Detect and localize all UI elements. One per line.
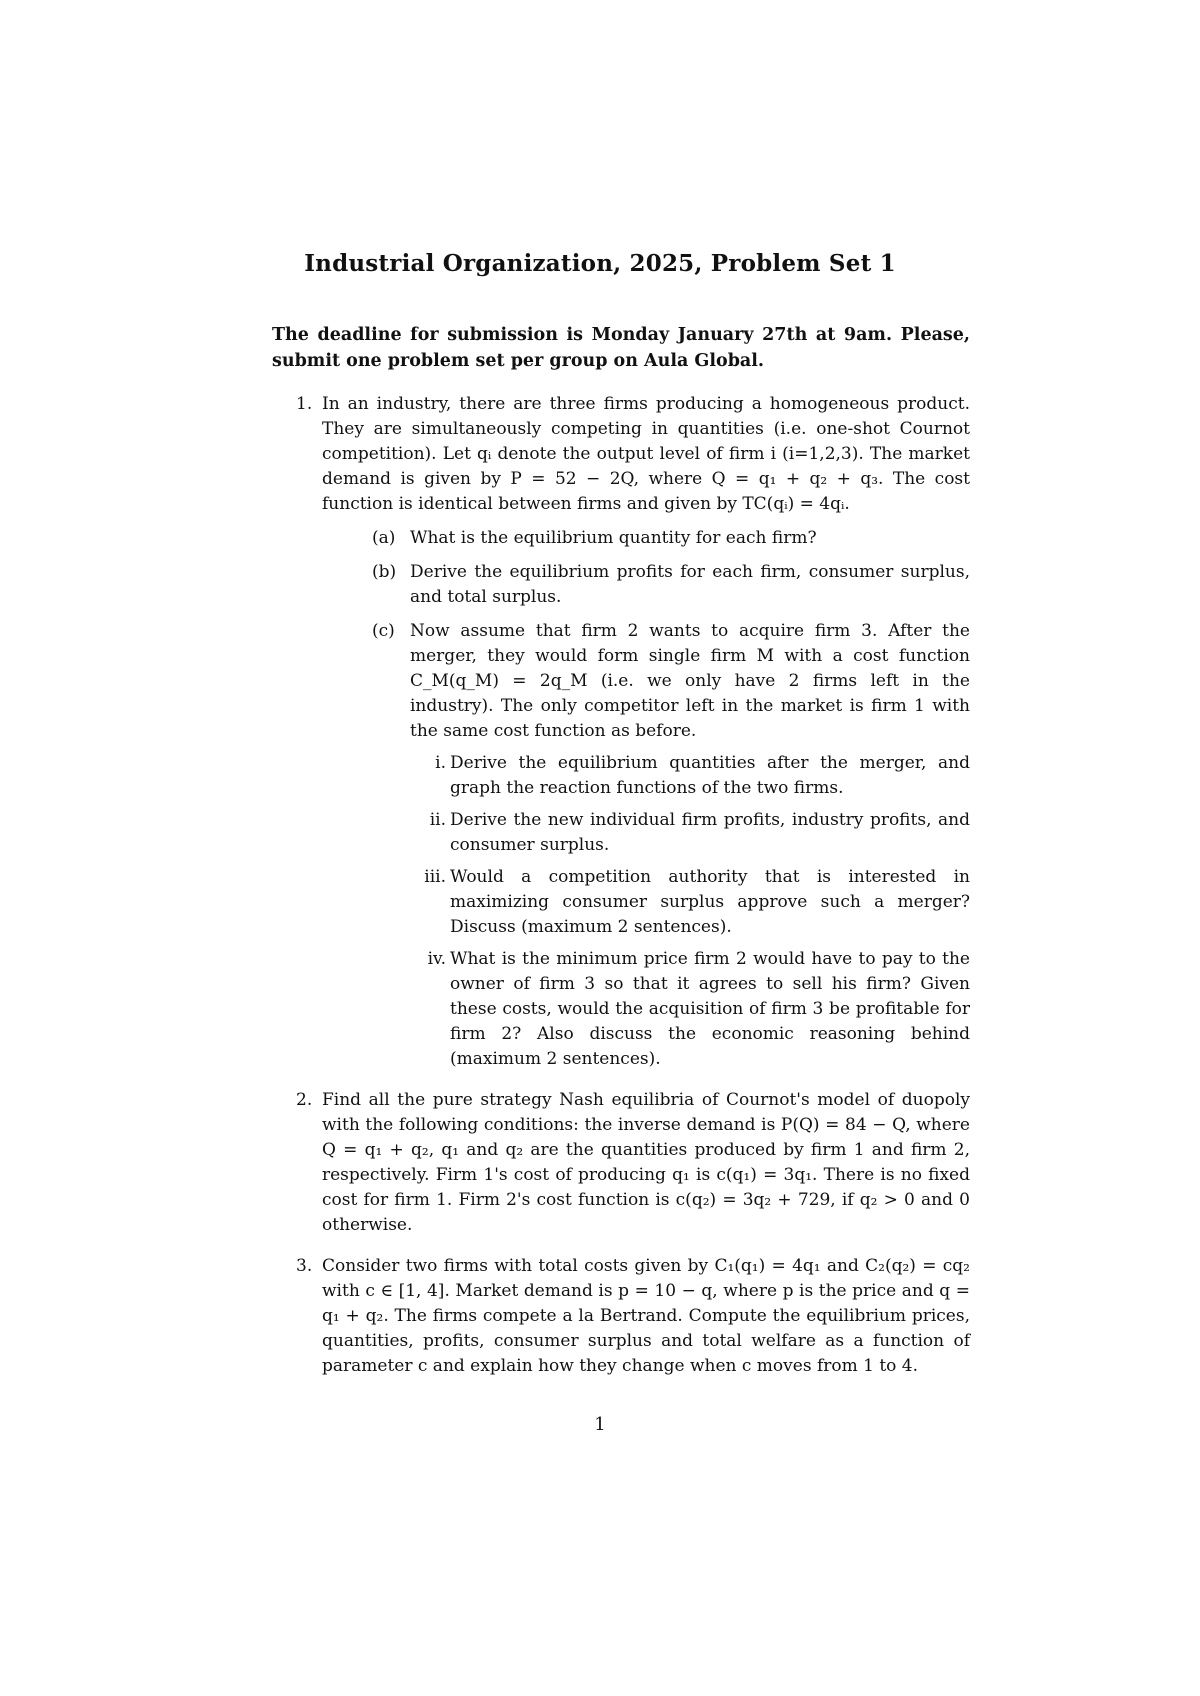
problem-1-part-c: [322, 619, 970, 744]
problem-1-part-c-iii: [322, 865, 970, 940]
subpart-label: i.: [435, 753, 446, 773]
part-label: (c): [372, 621, 395, 641]
deadline-notice: The deadline for submission is Monday January 27th at 9am. Please, submit one problem set per group on Aula Global.: [272, 325, 970, 371]
problem-number: 2.: [296, 1090, 313, 1110]
subpart-label: ii.: [429, 810, 446, 830]
part-text: Derive the equilibrium profits for each firm, consumer surplus, and total surplus.: [410, 562, 970, 607]
part-text: What is the equilibrium quantity for each firm?: [410, 528, 817, 548]
problem-3: [272, 1254, 970, 1379]
problem-list: [272, 392, 970, 1395]
problem-2: [272, 1088, 970, 1238]
problem-1-part-c-iv: [322, 947, 970, 1072]
problem-text: In an industry, there are three firms producing a homogeneous product. They are simultaneously competing in quantities (i.e. one-shot Cournot competition). Let qᵢ denote the output level of firm i (i=1,2,3). The market demand is given by P = 52 − 2Q, where Q = q₁ + q₂ + q₃. The cost function is identical between firms and given by TC(qᵢ) = 4qᵢ.: [322, 394, 970, 514]
problem-number: 1.: [296, 394, 313, 414]
problem-text: Consider two firms with total costs given by C₁(q₁) = 4q₁ and C₂(q₂) = cq₂ with c ∈ [1, 4]. Market demand is p = 10 − q, where p is the price and q = q₁ + q₂. The firms compete a la Bertrand. Compute the equilibrium prices, quantities, profits, consumer surplus and total welfare as a function of parameter c and explain how they change when c moves from 1 to 4.: [322, 1256, 970, 1376]
part-label: (b): [372, 562, 397, 582]
problem-text: Find all the pure strategy Nash equilibria of Cournot's model of duopoly with the following conditions: the inverse demand is P(Q) = 84 − Q, where Q = q₁ + q₂, q₁ and q₂ are the quantities produced by firm 1 and firm 2, respectively. Firm 1's cost of producing q₁ is c(q₁) = 3q₁. There is no fixed cost for firm 1. Firm 2's cost function is c(q₂) = 3q₂ + 729, if q₂ > 0 and 0 otherwise.: [322, 1090, 970, 1235]
part-text: Now assume that firm 2 wants to acquire firm 3. After the merger, they would form single firm M with a cost function C_M(q_M) = 2q_M (i.e. we only have 2 firms left in the industry). The only competitor left in the market is firm 1 with the same cost function as before.: [410, 621, 970, 741]
problem-number: 3.: [296, 1256, 313, 1276]
subpart-text: What is the minimum price firm 2 would have to pay to the owner of firm 3 so that it agrees to sell his firm? Given these costs, would the acquisition of firm 3 be profitable for firm 2? Also discuss the economic reasoning behind (maximum 2 sentences).: [450, 949, 970, 1069]
part-label: (a): [372, 528, 396, 548]
problem-1-part-c-i: [322, 751, 970, 801]
subpart-text: Derive the equilibrium quantities after the merger, and graph the reaction functions of the two firms.: [450, 753, 970, 798]
problem-1-part-c-ii: [322, 808, 970, 858]
subpart-label: iii.: [424, 867, 446, 887]
problem-1-part-b: [322, 560, 970, 610]
problem-1: [272, 392, 970, 1072]
problem-1-part-a: [322, 526, 970, 551]
subpart-label: iv.: [427, 949, 446, 969]
page-title: Industrial Organization, 2025, Problem Set 1: [304, 250, 896, 277]
subpart-text: Derive the new individual firm profits, industry profits, and consumer surplus.: [450, 810, 970, 855]
page-number: 1: [594, 1414, 606, 1435]
subpart-text: Would a competition authority that is interested in maximizing consumer surplus approve such a merger? Discuss (maximum 2 sentences).: [450, 867, 970, 937]
